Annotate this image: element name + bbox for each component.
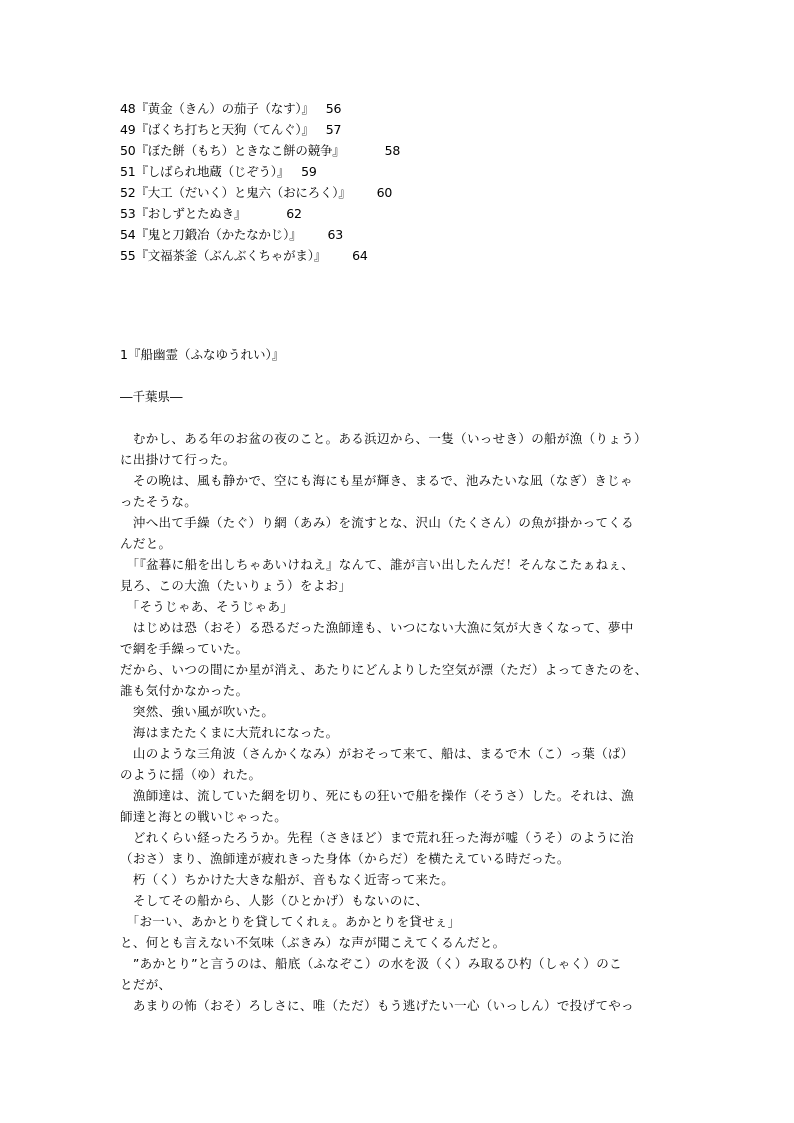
body-line: 山のような三角波（さんかくなみ）がおそって来て、船は、まるで木（こ）っ葉（ぱ） <box>120 746 634 761</box>
body-line: ”あかとり”と言うのは、船底（ふなぞこ）の水を汲（く）み取るひ杓（しゃく）のこ <box>120 956 622 971</box>
toc-entry <box>120 245 680 266</box>
body-line: 突然、強い風が吹いた。 <box>120 704 275 719</box>
toc-entry-page: 64 <box>352 248 368 263</box>
body-line: 朽（く）ちかけた大きな船が、音もなく近寄って来た。 <box>120 872 455 887</box>
body-line: 「お一い、あかとりを貸してくれぇ。あかとりを貸せぇ」 <box>120 914 461 929</box>
toc-entry-page: 58 <box>384 143 401 158</box>
body-line: あまりの怖（おそ）ろしさに、唯（ただ）もう逃げたい一心（いっしん）で投げてやっ <box>120 998 635 1013</box>
body-line: 「そうじゃあ、そうじゃあ」 <box>120 599 294 614</box>
story-prefecture: ―千葉県― <box>120 389 183 404</box>
body-line: ったそうな。 <box>120 494 198 509</box>
toc-entry-page: 62 <box>286 206 302 221</box>
body-line: 海はまたたくまに大荒れになった。 <box>120 725 339 740</box>
toc-entry <box>120 224 680 245</box>
toc-entry <box>120 182 680 203</box>
body-line: とだが、 <box>120 977 172 992</box>
toc-entry-title: 54『鬼と刀鍛冶（かたなかじ）』 <box>120 227 302 242</box>
body-line: その晩は、風も静かで、空にも海にも星が輝き、まるで、池みたいな凪（なぎ）きじゃ <box>120 473 633 488</box>
body-line: 沖へ出て手繰（たぐ）り網（あみ）を流すとな、沢山（たくさん）の魚が掛かってくる <box>120 515 635 530</box>
story-section <box>120 344 680 1016</box>
body-line: 漁師達は、流していた網を切り、死にもの狂いで船を操作（そうさ）した。それは、漁 <box>120 788 635 803</box>
toc-entry-page: 60 <box>376 185 393 200</box>
toc-entry-title: 52『大工（だいく）と鬼六（おにろく）』 <box>120 185 351 200</box>
toc-entry <box>120 98 680 119</box>
body-line: （おさ）まり、漁師達が疲れきった身体（からだ）を横たえている時だった。 <box>120 851 570 866</box>
body-line: んだと。 <box>120 536 172 551</box>
toc-entry-page: 57 <box>325 122 342 137</box>
body-line: だから、いつの間にか星が消え、あたりにどんよりした空気が漂（ただ）よってきたのを、 <box>120 662 648 677</box>
story-title: 1『船幽霊（ふなゆうれい）』 <box>120 347 285 362</box>
body-line: のように揺（ゆ）れた。 <box>120 767 262 782</box>
toc-entry <box>120 161 680 182</box>
toc-entry <box>120 203 680 224</box>
body-line: 「『盆暮に船を出しちゃあいけねえ』なんて、誰が言い出したんだ！そんなこたぁねぇ、 <box>120 557 635 572</box>
toc-entry-title: 53『おしずとたぬき』 <box>120 206 247 221</box>
body-line: そしてその船から、人影（ひとかげ）もないのに、 <box>120 893 429 908</box>
toc-entry <box>120 140 680 161</box>
toc-entry-title: 48『黄金（きん）の茄子（なす）』 <box>120 101 314 116</box>
toc-entry-title: 55『文福茶釜（ぶんぶくちゃがま）』 <box>120 248 327 263</box>
body-line: に出掛けて行った。 <box>120 452 236 467</box>
toc-entry-title: 51『しばられ地蔵（じぞう）』 <box>120 164 290 179</box>
toc-entry <box>120 119 680 140</box>
story-body <box>120 428 680 1016</box>
toc-entry-title: 49『ばくち打ちと天狗（てんぐ）』 <box>120 122 314 137</box>
toc-entry-page: 59 <box>301 164 317 179</box>
body-line: で網を手繰っていた。 <box>120 641 249 656</box>
toc-entry-page: 56 <box>325 101 342 116</box>
toc-entry-page: 63 <box>327 227 343 242</box>
body-line: はじめは恐（おそ）る恐るだった漁師達も、いつにない大漁に気が大きくなって、夢中 <box>120 620 634 635</box>
table-of-contents <box>120 98 680 266</box>
body-line: 師達と海との戦いじゃった。 <box>120 809 288 824</box>
body-line: 誰も気付かなかった。 <box>120 683 249 698</box>
body-line: むかし、ある年のお盆の夜のこと。ある浜辺から、一隻（いっせき）の船が漁（りょう） <box>120 431 647 446</box>
body-line: と、何とも言えない不気味（ぶきみ）な声が聞こえてくるんだと。 <box>120 935 506 950</box>
body-line: 見ろ、この大漁（たいりょう）をよお」 <box>120 578 352 593</box>
body-line: どれくらい経ったろうか。先程（さきほど）まで荒れ狂った海が嘘（うそ）のように治 <box>120 830 635 845</box>
toc-entry-title: 50『ぼた餅（もち）ときなこ餅の競争』 <box>120 143 345 158</box>
